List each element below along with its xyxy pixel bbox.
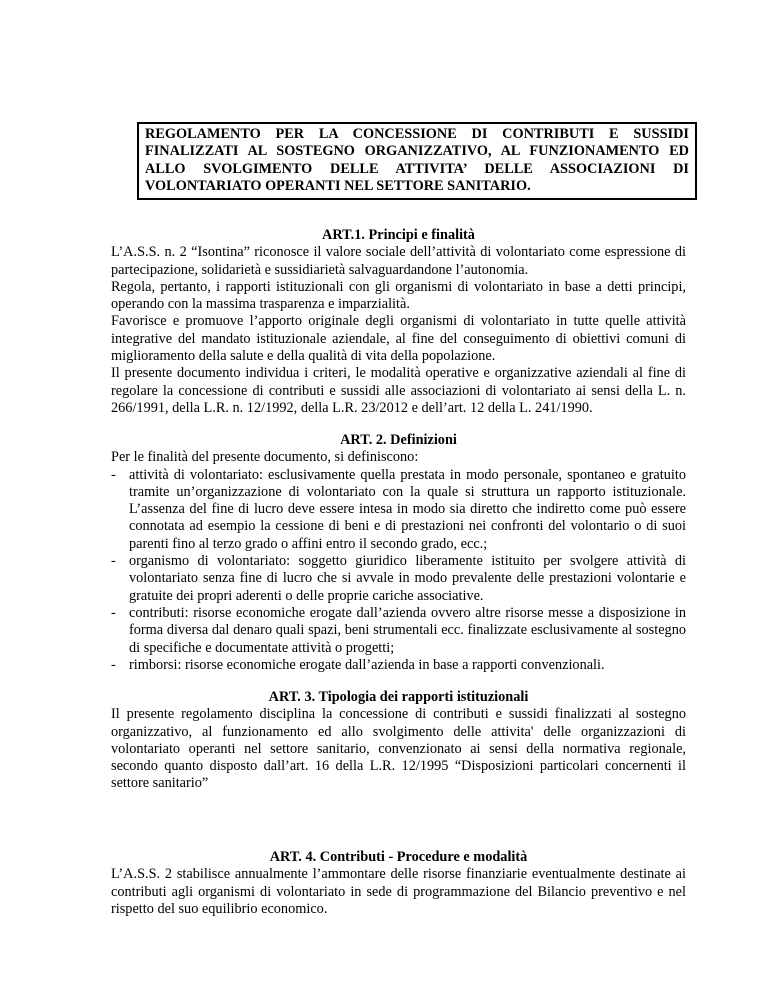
document-title: REGOLAMENTO PER LA CONCESSIONE DI CONTRIBUTI E SUSSIDI FINALIZZATI AL SOSTEGNO ORGANIZZATIVO, AL FUNZIONAMENTO ED ALLO SVOLGIMENTO DELLE ATTIVITA’ DELLE ASSOCIAZIONI DI VOLONTARIATO OPERANTI NEL SETTORE SANITARIO. bbox=[137, 122, 697, 200]
article-1-paragraph: Il presente documento individua i criteri, le modalità operative e organizzative aziendali al fine di regolare la concessione di contributi e sussidi alle associazioni di volontariato ai sensi della L. n. 266/1991, della L.R. n. 12/1992, della L.R. 23/2012 e dell’art. 12 della L. 241/1990. bbox=[111, 365, 686, 416]
article-1 bbox=[111, 227, 686, 417]
definition-text: rimborsi: risorse economiche erogate dall’azienda in base a rapporti convenzionali. bbox=[129, 656, 605, 673]
dash-bullet: - bbox=[111, 466, 116, 483]
article-2-heading: ART. 2. Definizioni bbox=[340, 432, 457, 448]
list-item bbox=[111, 553, 686, 605]
definition-text: contributi: risorse economiche erogate dall’azienda ovvero altre risorse messe a disposizione in forma diversa dal denaro quali spazi, beni strumentali ecc. finalizzate esclusivamente al sostegno di specifiche e documentate attività o progetti; bbox=[129, 604, 686, 656]
article-4 bbox=[111, 849, 686, 918]
article-1-heading: ART.1. Principi e finalità bbox=[322, 227, 475, 243]
dash-bullet: - bbox=[111, 656, 116, 673]
list-item bbox=[111, 605, 686, 657]
article-4-heading: ART. 4. Contributi - Procedure e modalità bbox=[269, 849, 528, 865]
article-1-paragraph: L’A.S.S. n. 2 “Isontina” riconosce il valore sociale dell’attività di volontariato come espressione di partecipazione, solidarietà e sussidiarietà salvaguardandone l’autonomia. bbox=[111, 244, 686, 278]
definition-text: attività di volontariato: esclusivamente quella prestata in modo personale, spontaneo e gratuito tramite un’organizzazione di volontariato con la quale si struttura un rapporto istituzionale. L’assenza del fine di lucro deve essere intesa in modo sia diretto che indiretto come può essere connotata ad esempio la cessione di beni e di prestazioni nei confronti del volontario o di suoi parenti fino al terzo grado o affini entro il secondo grado, ecc.; bbox=[129, 466, 686, 552]
article-2-intro: Per le finalità del presente documento, si definiscono: bbox=[111, 449, 419, 466]
dash-bullet: - bbox=[111, 553, 116, 570]
article-1-paragraph: Favorisce e promuove l’apporto originale degli organismi di volontariato in tutte quelle attività integrative del mandato istituzionale aziendale, al fine del conseguimento di obiettivi comuni di miglioramento della salute e della qualità di vita della popolazione. bbox=[111, 313, 686, 365]
definitions-list bbox=[111, 467, 686, 675]
dash-bullet: - bbox=[111, 604, 116, 621]
article-2 bbox=[111, 432, 686, 674]
article-3-paragraph: Il presente regolamento disciplina la concessione di contributi e sussidi finalizzati al sostegno organizzativo, al funzionamento ed allo svolgimento delle attivita' delle organizzazioni di volontariato operanti nel settore sanitario, convenzionato ai sensi della normativa regionale, secondo quanto disposto dall’art. 16 della L.R. 12/1995 “Disposizioni particolari concernenti il settore sanitario” bbox=[111, 706, 686, 792]
list-item bbox=[111, 467, 686, 553]
article-3 bbox=[111, 689, 686, 793]
article-3-heading: ART. 3. Tipologia dei rapporti istituzionali bbox=[268, 689, 529, 705]
definition-text: organismo di volontariato: soggetto giuridico liberamente istituito per svolgere attività di volontariato senza fine di lucro che si avvale in modo prevalente delle prestazioni volontarie e gratuite dei propri aderenti o delle proprie cariche associative. bbox=[129, 553, 686, 604]
list-item bbox=[111, 657, 686, 674]
article-4-paragraph: L’A.S.S. 2 stabilisce annualmente l’ammontare delle risorse finanziarie eventualmente destinate ai contributi agli organismi di volontariato in sede di programmazione del Bilancio preventivo e nel rispetto del suo equilibrio economico. bbox=[111, 866, 686, 917]
article-1-paragraph: Regola, pertanto, i rapporti istituzionali con gli organismi di volontariato in base a detti principi, operando con la massima trasparenza e imparzialità. bbox=[111, 278, 686, 313]
